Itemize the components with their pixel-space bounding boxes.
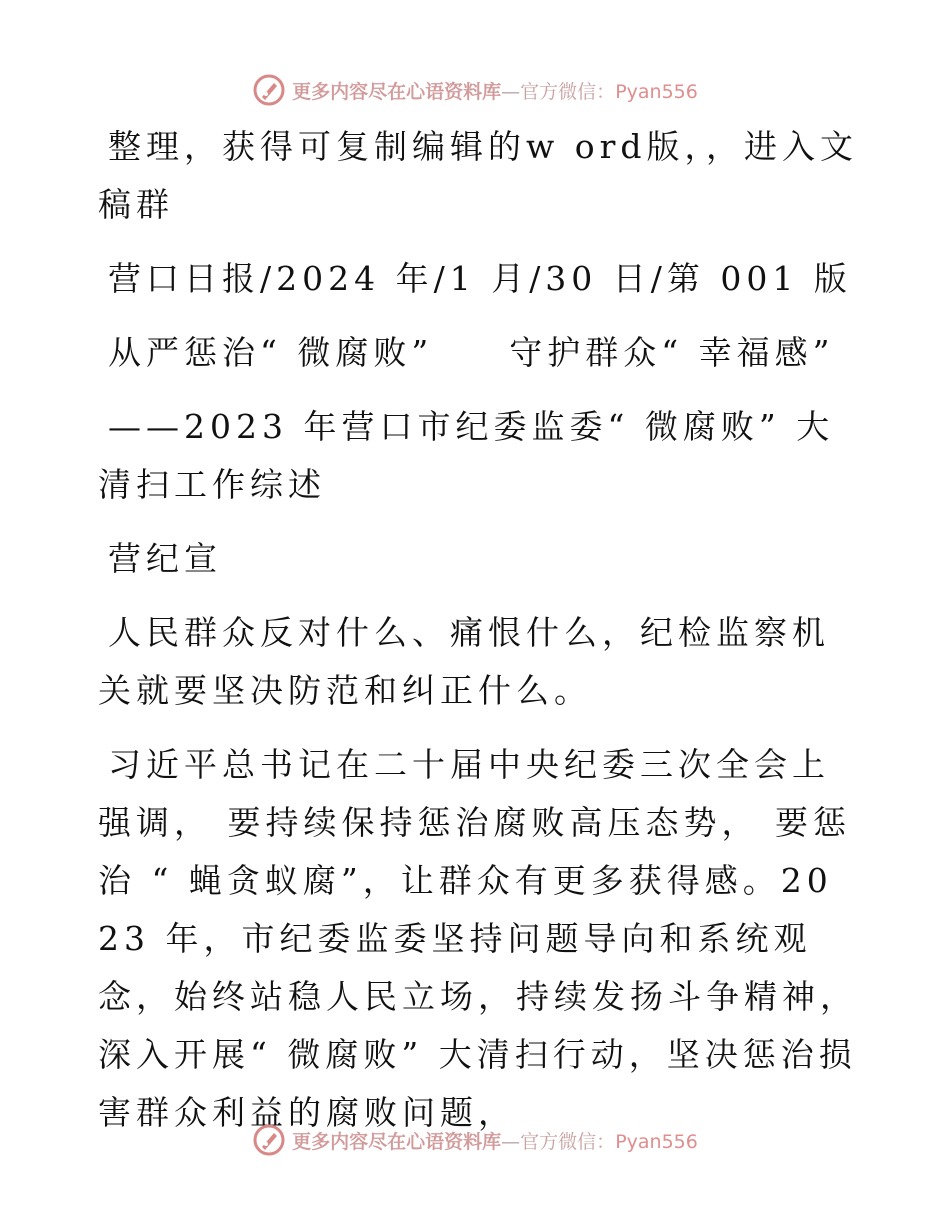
document-body bbox=[98, 118, 858, 1158]
paragraph-intro-note: 整理，获得可复制编辑的w ord版，，进入文稿群 bbox=[98, 127, 859, 224]
pen-nib-circle-icon bbox=[252, 73, 286, 107]
watermark-separator: — bbox=[501, 1130, 521, 1153]
pen-nib-circle-icon bbox=[252, 1123, 286, 1157]
watermark-text bbox=[292, 77, 698, 104]
watermark-site: 更多内容尽在心语资料库 bbox=[292, 1130, 502, 1153]
header-watermark bbox=[0, 70, 950, 110]
watermark-separator: — bbox=[501, 80, 521, 103]
watermark-site: 更多内容尽在心语资料库 bbox=[292, 80, 502, 103]
watermark-wechat-id: Pyan556 bbox=[615, 80, 698, 103]
paragraph-body-2: 习近平总书记在二十届中央纪委三次全会上强调， 要持续保持惩治腐败高压态势， 要惩治 “ 蝇贪蚁腐”，让群众有更多获得感。2023 年，市纪委监委坚持问题导向和系统观念，始终站稳人民立场，持续发扬斗争精神，深入开展“ 微腐败” 大清扫行动，坚决惩治损害群众利益的腐败问题， bbox=[98, 745, 858, 1132]
paragraph-body-1: 人民群众反对什么、痛恨什么，纪检监察机关就要坚决防范和纠正什么。 bbox=[98, 613, 830, 710]
watermark-text bbox=[292, 1127, 698, 1154]
article-subtitle: ——2023 年营口市纪委监委“ 微腐败” 大清扫工作综述 bbox=[98, 407, 835, 504]
paragraph-source-line: 营口日报/2024 年/1 月/30 日/第 001 版 bbox=[108, 259, 852, 298]
footer-watermark bbox=[0, 1120, 950, 1160]
article-author: 营纪宣 bbox=[108, 539, 222, 578]
watermark-wechat-id: Pyan556 bbox=[615, 1130, 698, 1153]
article-title: 从严惩治“ 微腐败” 守护群众“ 幸福感” bbox=[108, 333, 835, 372]
watermark-wechat-label: 官方微信： bbox=[520, 1130, 616, 1153]
watermark-wechat-label: 官方微信： bbox=[520, 80, 616, 103]
